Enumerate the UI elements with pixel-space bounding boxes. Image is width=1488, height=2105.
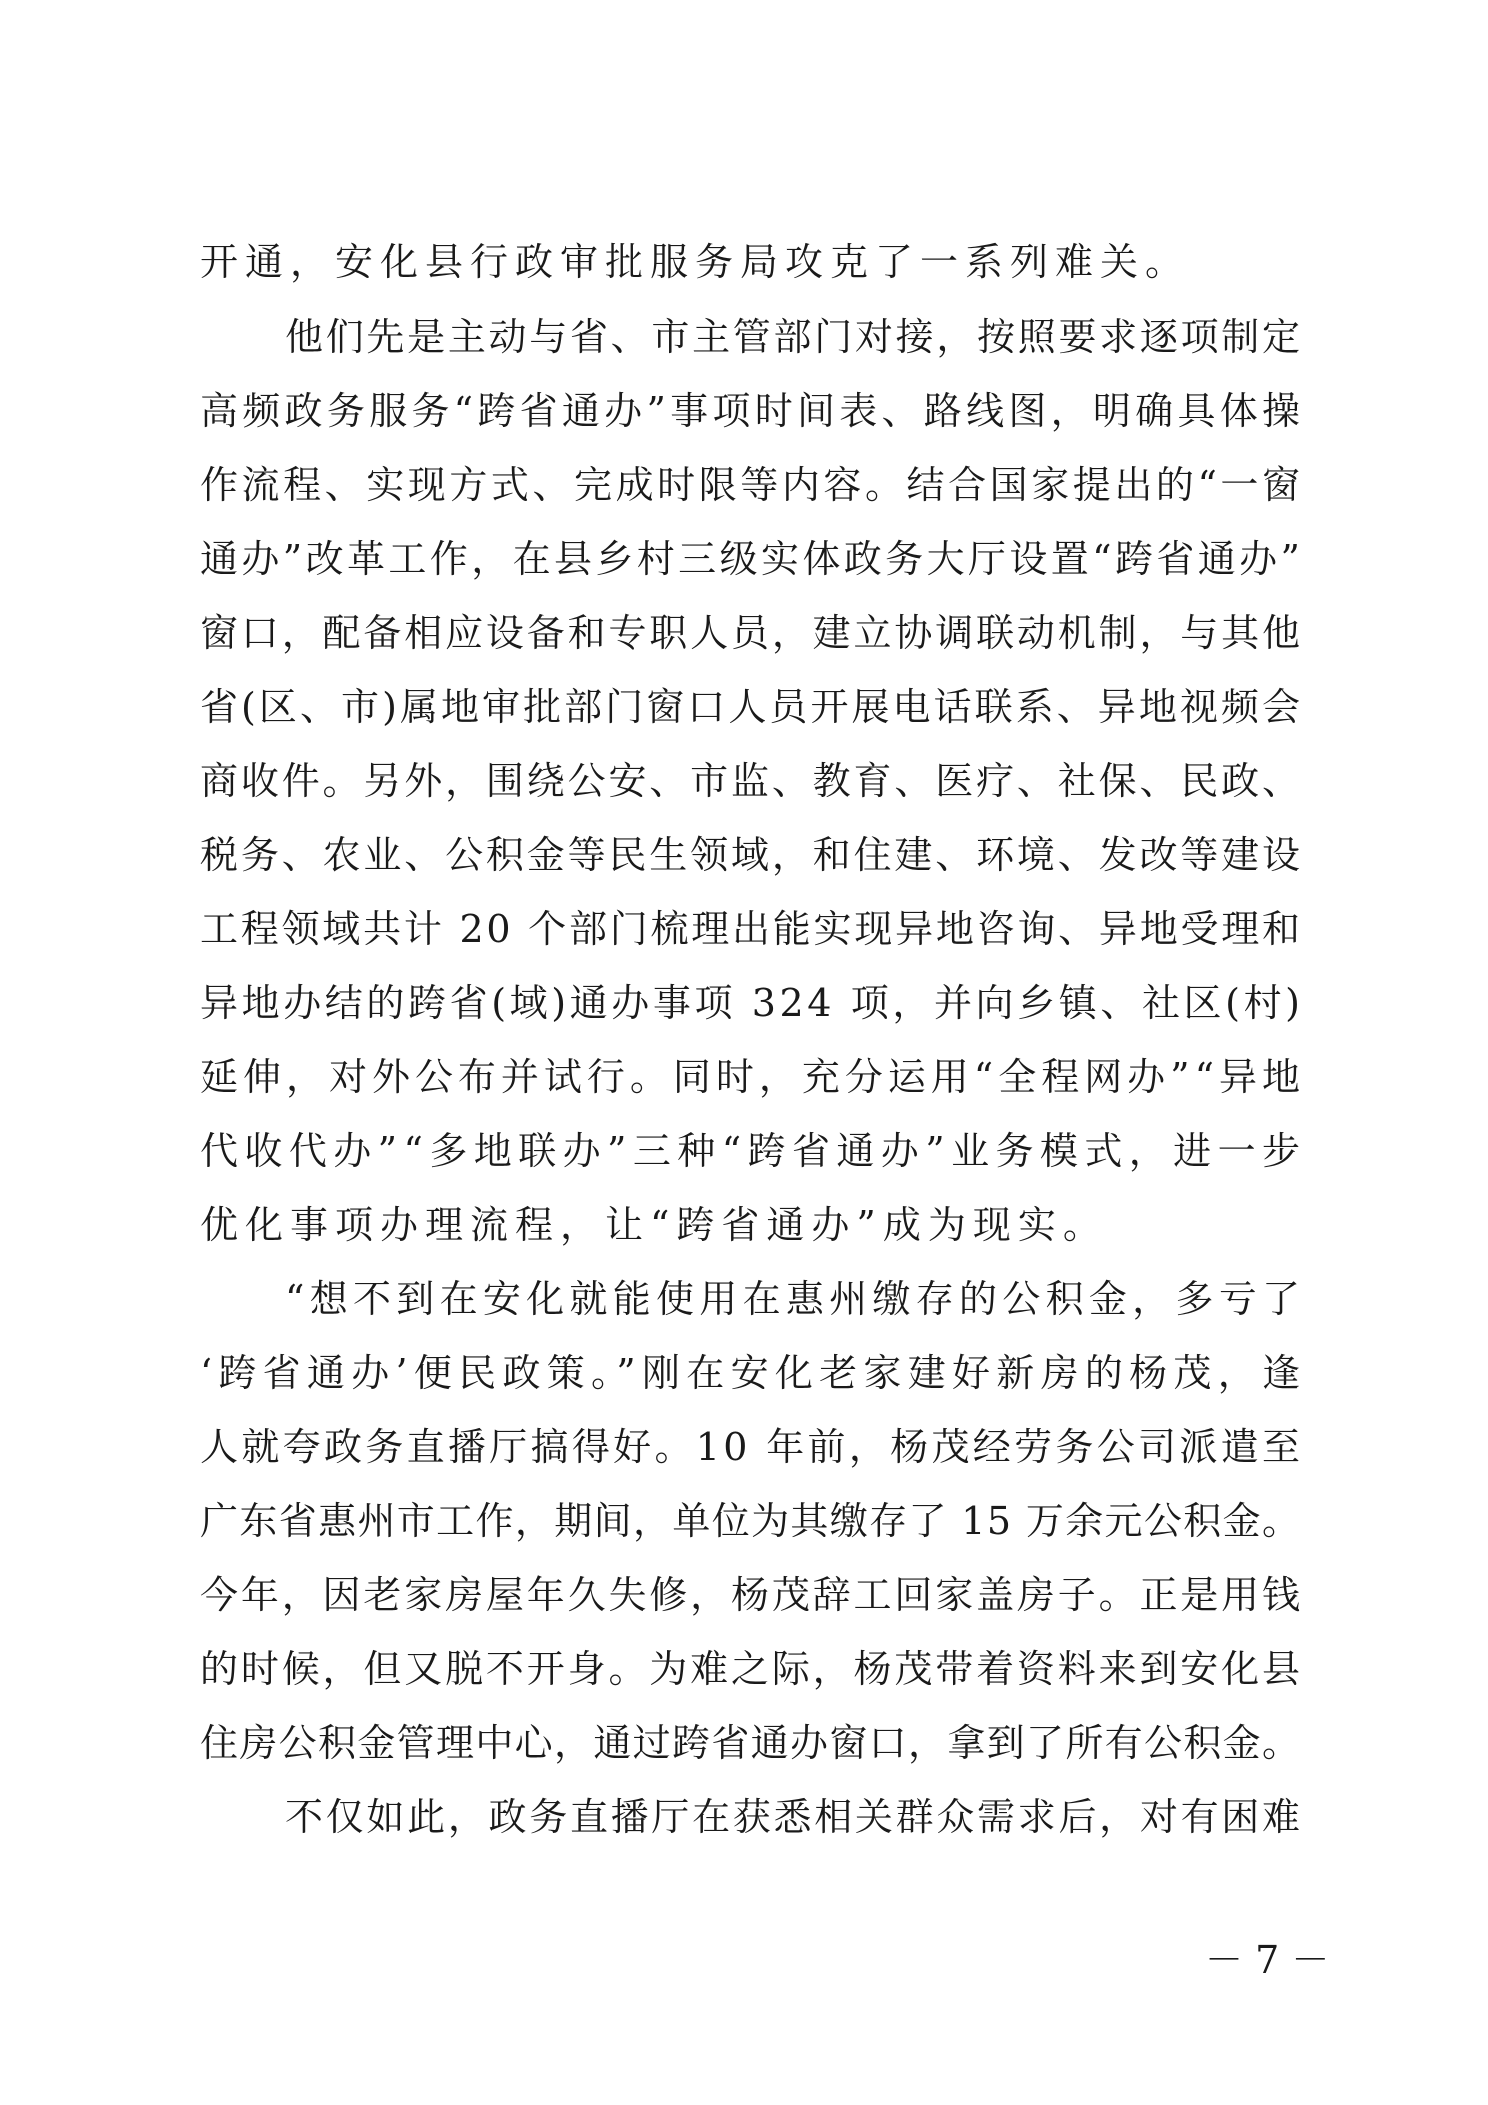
- text-line-content: 的时候，但又脱不开身。为难之际，杨茂带着资料来到安化县: [200, 1647, 1303, 1691]
- text-line-content: 工程领域共计 20 个部门梳理出能实现异地咨询、异地受理和: [200, 907, 1303, 951]
- text-line: [0, 1558, 1488, 1632]
- text-line-content: 商收件。另外，围绕公安、市监、教育、医疗、社保、民政、: [200, 759, 1303, 803]
- text-line: [0, 1410, 1488, 1484]
- text-line-content: 他们先是主动与省、市主管部门对接，按照要求逐项制定: [285, 315, 1303, 359]
- text-line-content: 延伸，对外公布并试行。同时，充分运用“全程网办”“异地: [200, 1055, 1305, 1099]
- text-line-content: 异地办结的跨省(域)通办事项 324 项，并向乡镇、社区(村): [200, 981, 1304, 1025]
- text-line: [0, 892, 1488, 966]
- text-line: [0, 596, 1488, 670]
- text-line: [0, 1484, 1488, 1558]
- text-line-content: 通办”改革工作，在县乡村三级实体政务大厅设置“跨省通办”: [200, 537, 1304, 581]
- text-line: [0, 1632, 1488, 1706]
- text-line: [0, 225, 1488, 299]
- text-line: [0, 1262, 1488, 1336]
- text-line-content: 高频政务服务“跨省通办”事项时间表、路线图，明确具体操: [200, 389, 1305, 433]
- text-line-content: 不仅如此，政务直播厅在获悉相关群众需求后，对有困难: [285, 1795, 1303, 1839]
- text-line-content: 作流程、实现方式、完成时限等内容。结合国家提出的“一窗: [200, 463, 1304, 507]
- text-line-content: 今年，因老家房屋年久失修，杨茂辞工回家盖房子。正是用钱: [200, 1573, 1303, 1617]
- page-number: － 7 －: [1205, 1938, 1330, 1982]
- text-line-content: 税务、农业、公积金等民生领域，和住建、环境、发改等建设: [200, 833, 1303, 877]
- text-line: [0, 1114, 1488, 1188]
- text-line-content: 代收代办”“多地联办”三种“跨省通办”业务模式，进一步: [200, 1129, 1307, 1173]
- text-line: [0, 670, 1488, 744]
- text-line-content: 优化事项办理流程，让“跨省通办”成为现实。: [200, 1203, 1108, 1247]
- text-line-content: 开通，安化县行政审批服务局攻克了一系列难关。: [200, 240, 1191, 284]
- text-line: [0, 818, 1488, 892]
- text-line: [0, 1706, 1488, 1780]
- text-line: [0, 448, 1488, 522]
- text-line-content: 省(区、市)属地审批部门窗口人员开展电话联系、异地视频会: [200, 685, 1304, 729]
- text-line: [0, 374, 1488, 448]
- text-line-content: 窗口，配备相应设备和专职人员，建立协调联动机制，与其他: [200, 611, 1303, 655]
- text-line-content: 人就夸政务直播厅搞得好。10 年前，杨茂经劳务公司派遣至: [200, 1425, 1304, 1469]
- text-line-content: “想不到在安化就能使用在惠州缴存的公积金，多亏了: [285, 1277, 1306, 1321]
- text-line: [0, 1780, 1488, 1854]
- text-line: [0, 1040, 1488, 1114]
- text-line: [0, 744, 1488, 818]
- text-line: [0, 1336, 1488, 1410]
- text-line: [0, 300, 1488, 374]
- text-line-content: 广东省惠州市工作，期间，单位为其缴存了 15 万余元公积金。: [200, 1499, 1302, 1543]
- text-line-content: ‘跨省通办’便民政策。”刚在安化老家建好新房的杨茂，逢: [200, 1351, 1307, 1395]
- text-line-content: 住房公积金管理中心，通过跨省通办窗口，拿到了所有公积金。: [200, 1721, 1302, 1765]
- text-line: [0, 966, 1488, 1040]
- text-line: [0, 1188, 1488, 1262]
- text-line: [0, 522, 1488, 596]
